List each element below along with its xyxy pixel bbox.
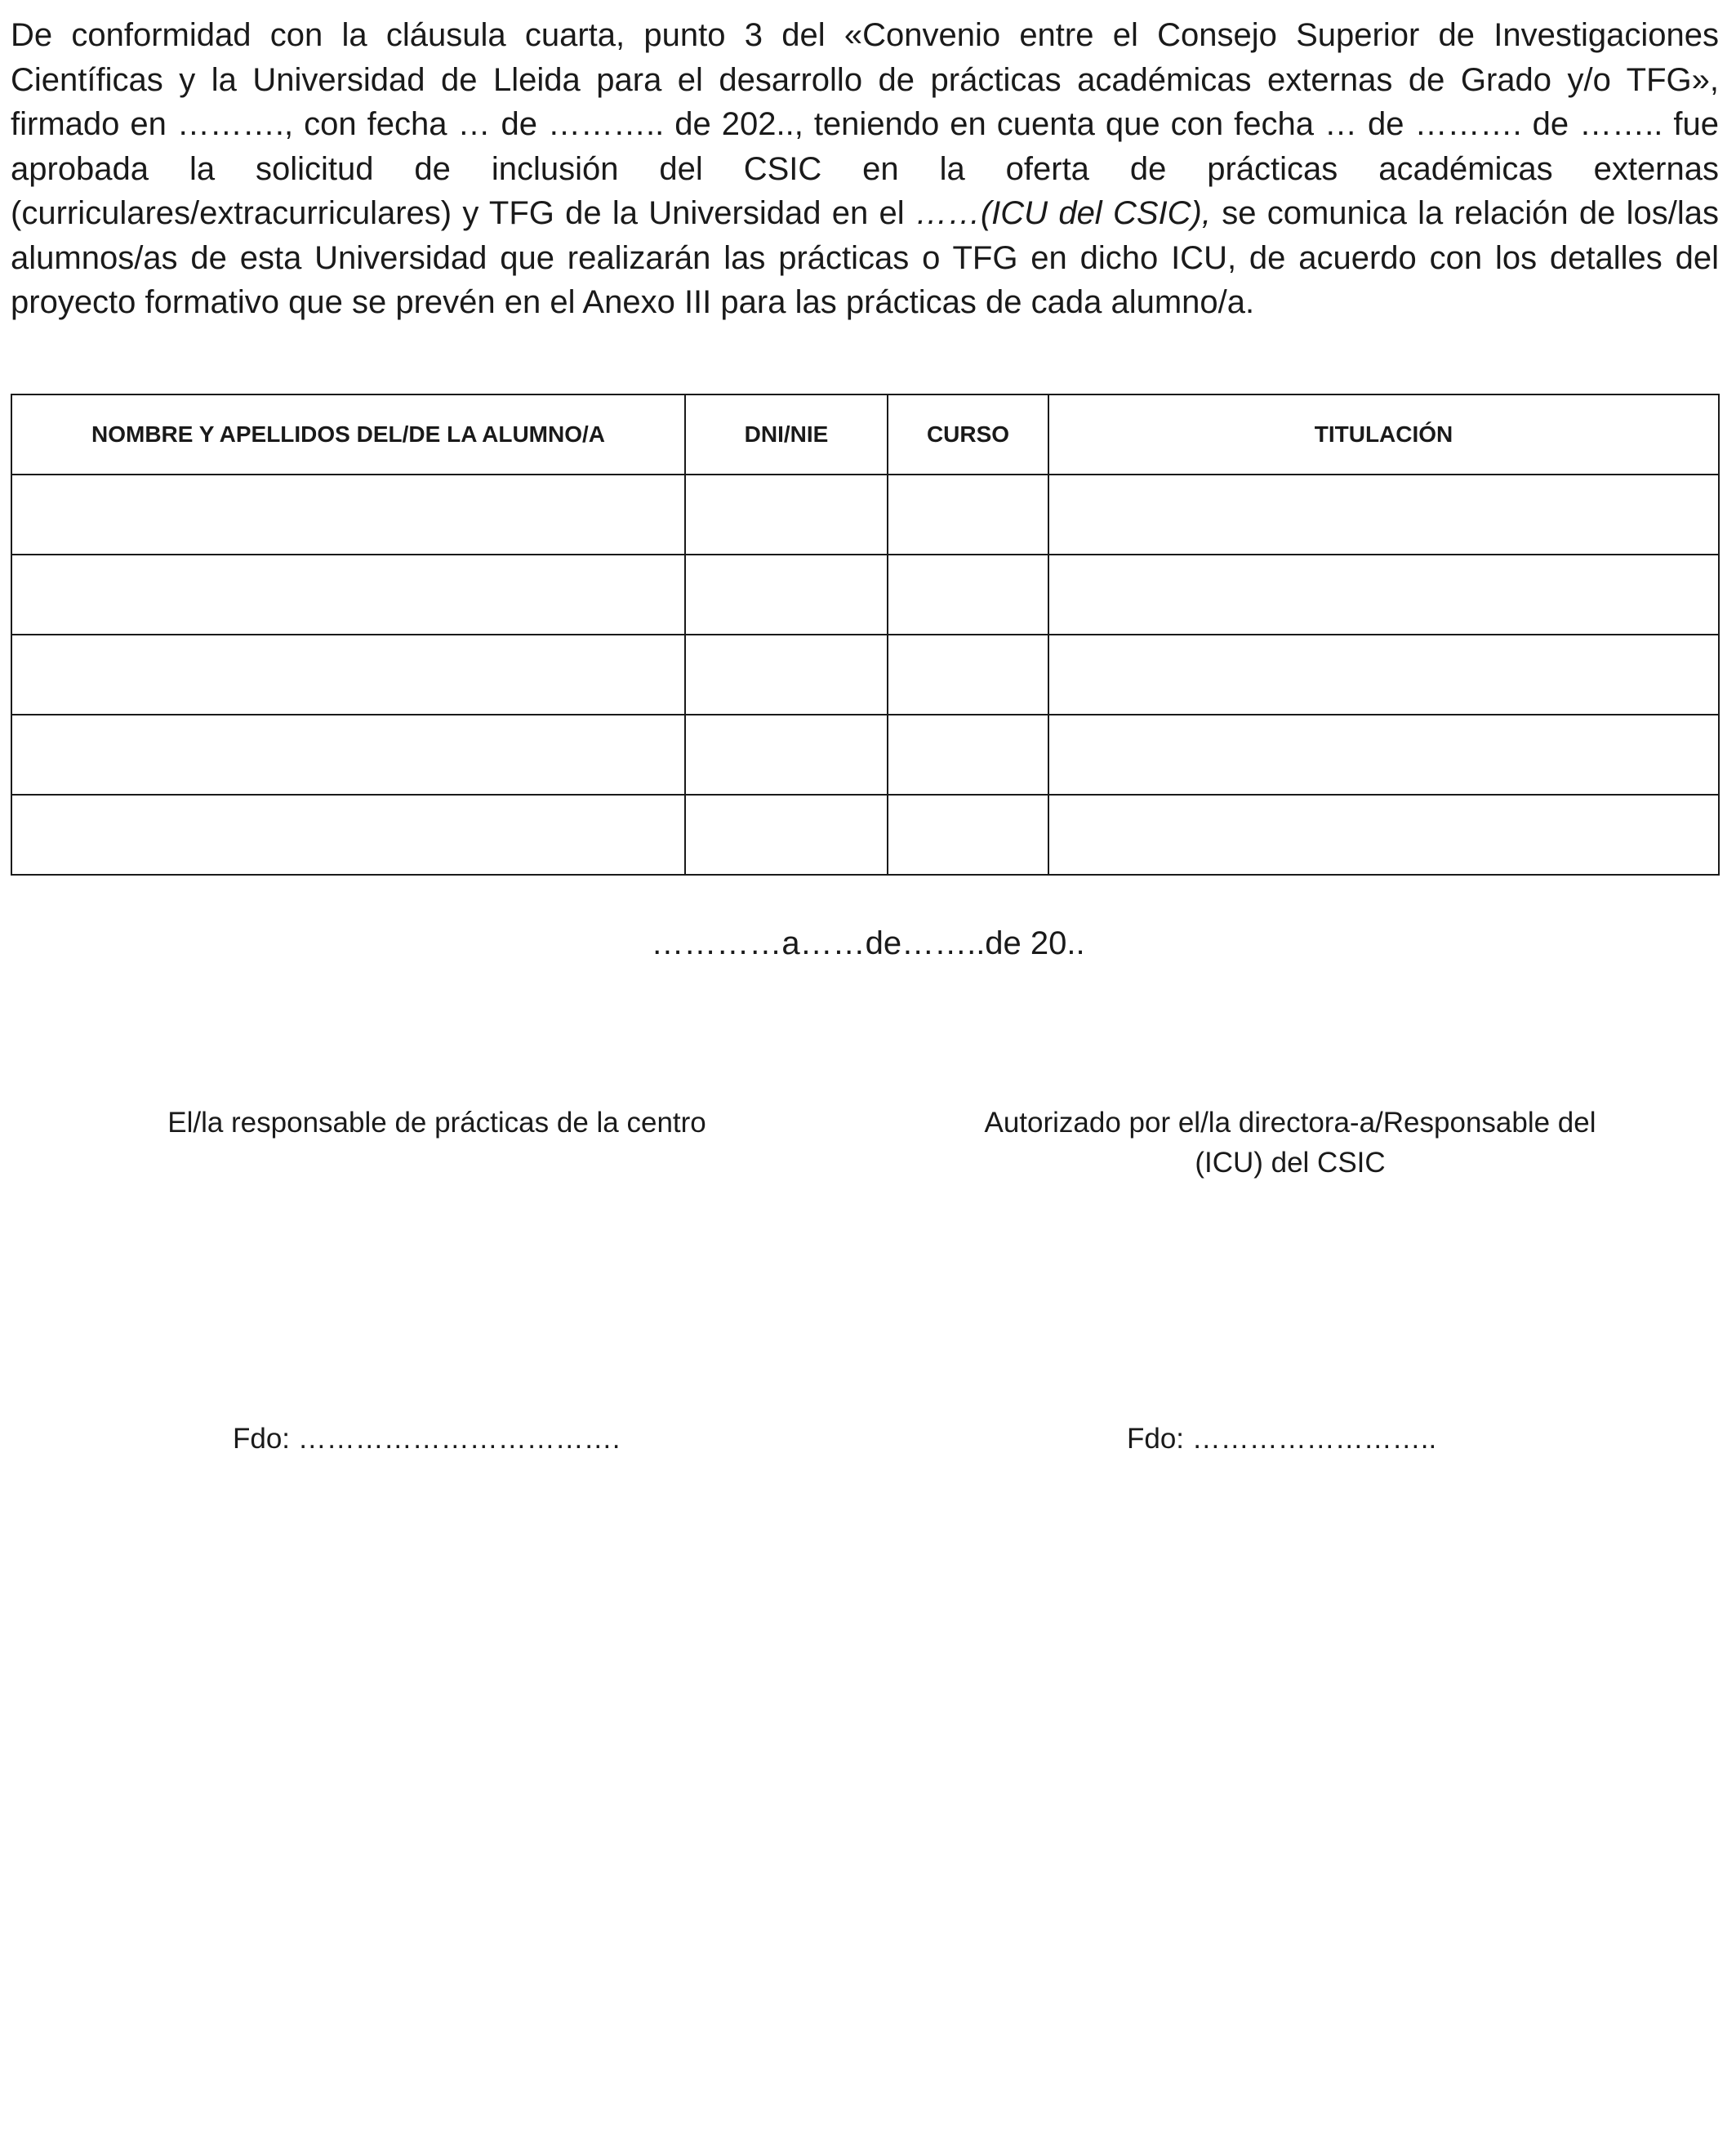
cell-titulacion[interactable] xyxy=(1048,635,1719,715)
cell-nombre[interactable] xyxy=(11,715,685,795)
cell-curso[interactable] xyxy=(888,555,1048,635)
header-nombre: NOMBRE Y APELLIDOS DEL/DE LA ALUMNO/A xyxy=(11,394,685,475)
cell-titulacion[interactable] xyxy=(1048,555,1719,635)
header-titulacion: TITULACIÓN xyxy=(1048,394,1719,475)
table-header-row xyxy=(11,394,1719,475)
signature-left-title: El/la responsable de prácticas de la centro xyxy=(167,1107,706,1139)
students-table xyxy=(11,394,1720,876)
cell-curso[interactable] xyxy=(888,635,1048,715)
header-curso: CURSO xyxy=(888,394,1048,475)
signature-right-title-line-1: Autorizado por el/la directora-a/Responsable del xyxy=(984,1107,1596,1139)
cell-curso[interactable] xyxy=(888,795,1048,875)
signature-right-title xyxy=(947,1103,1633,1183)
cell-nombre[interactable] xyxy=(11,795,685,875)
signature-right-fdo: Fdo: …………………….. xyxy=(1127,1423,1437,1455)
signature-left-fdo: Fdo: ……………………………. xyxy=(233,1423,621,1455)
place-date-line: …………a……de……..de 20.. xyxy=(651,925,1085,961)
table-row xyxy=(11,555,1719,635)
cell-dni-nie[interactable] xyxy=(685,795,888,875)
table-row xyxy=(11,795,1719,875)
cell-dni-nie[interactable] xyxy=(685,475,888,555)
intro-text-part-2: se comunica la relación de los/las alumnos/as de esta Universidad que realizarán las prácticas o TFG en dicho ICU, de acuerdo con los detalles del proyecto formativo que se prevén en el Anexo III para las prácticas de cada alumno/a. xyxy=(11,195,1719,320)
cell-nombre[interactable] xyxy=(11,555,685,635)
cell-titulacion[interactable] xyxy=(1048,795,1719,875)
cell-curso[interactable] xyxy=(888,475,1048,555)
cell-nombre[interactable] xyxy=(11,635,685,715)
intro-paragraph xyxy=(11,13,1719,325)
cell-dni-nie[interactable] xyxy=(685,715,888,795)
cell-nombre[interactable] xyxy=(11,475,685,555)
intro-text-part-1: De conformidad con la cláusula cuarta, punto 3 del «Convenio entre el Consejo Superior de Investigaciones Científicas y la Universidad de Lleida para el desarrollo de prácticas académicas externas de Grado y/o TFG», firmado en ………., con fecha … de ……….. de 202.., teniendo en cuenta que con fecha … de ………. de …….. fue aprobada la solicitud de inclusión del CSIC en la oferta de prácticas académicas externas (curriculares/extracurriculares) y TFG de la Universidad en el xyxy=(11,17,1719,231)
table-row xyxy=(11,475,1719,555)
intro-italic-icu: ……(ICU del CSIC), xyxy=(915,195,1211,231)
cell-dni-nie[interactable] xyxy=(685,555,888,635)
signature-right-title-line-2: (ICU) del CSIC xyxy=(1195,1147,1386,1179)
cell-dni-nie[interactable] xyxy=(685,635,888,715)
cell-titulacion[interactable] xyxy=(1048,475,1719,555)
cell-titulacion[interactable] xyxy=(1048,715,1719,795)
cell-curso[interactable] xyxy=(888,715,1048,795)
header-dni-nie: DNI/NIE xyxy=(685,394,888,475)
table-row xyxy=(11,635,1719,715)
table-row xyxy=(11,715,1719,795)
